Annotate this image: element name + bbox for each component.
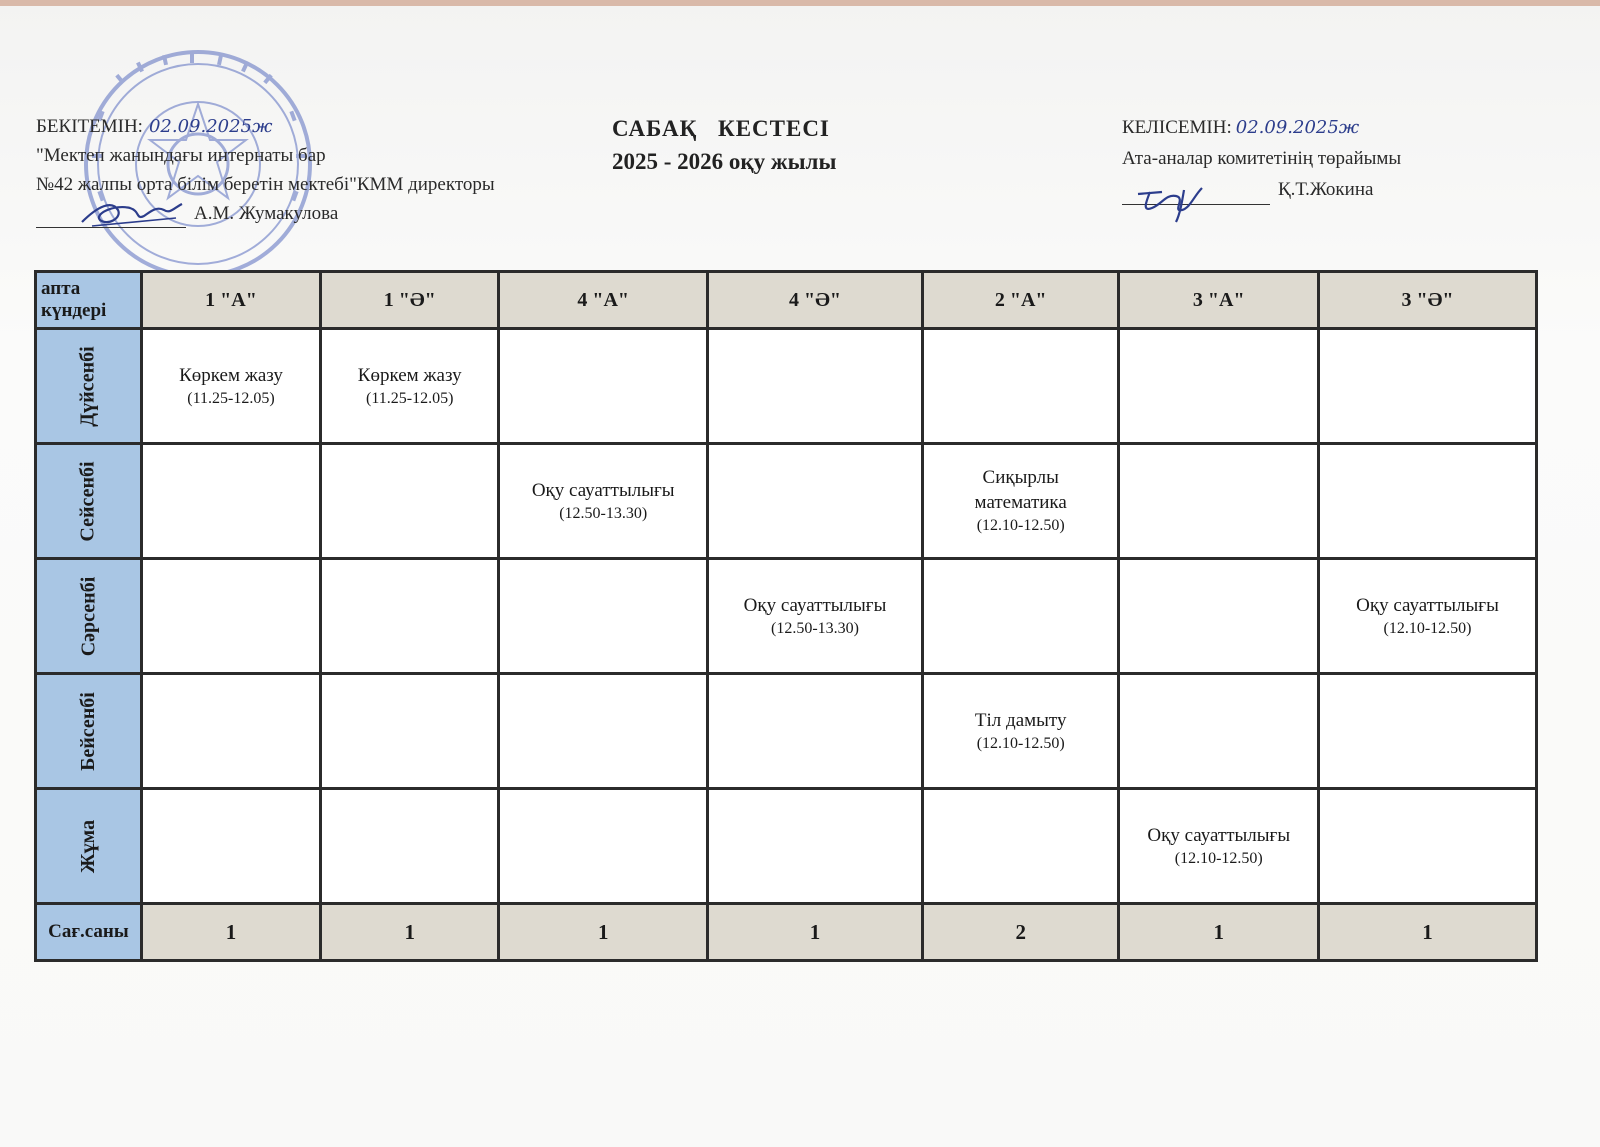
lesson-cell xyxy=(708,329,923,444)
lesson-cell xyxy=(141,559,320,674)
lesson-cell xyxy=(922,444,1119,559)
lesson-time: (12.50-13.30) xyxy=(559,504,648,522)
weekday-row xyxy=(36,789,1537,904)
lesson-time: (12.10-12.50) xyxy=(1174,849,1263,867)
lesson-cell xyxy=(1319,444,1537,559)
class-header: 4 "А" xyxy=(499,272,708,329)
weekday-cell xyxy=(36,789,142,904)
lesson-cell xyxy=(1319,559,1537,674)
hours-total-cell: 1 xyxy=(321,904,499,961)
lesson-cell xyxy=(321,674,499,789)
lesson-cell xyxy=(1119,674,1319,789)
weekday-label: Сәрсенбі xyxy=(76,576,99,656)
lesson-cell xyxy=(708,674,923,789)
approve-date: 02.09.2025ж xyxy=(148,116,273,137)
lesson-time: (11.25-12.05) xyxy=(187,389,275,407)
hours-total-cell: 2 xyxy=(922,904,1119,961)
weekday-row xyxy=(36,444,1537,559)
lesson-cell xyxy=(499,444,708,559)
lesson-cell xyxy=(321,559,499,674)
hours-total-cell: 1 xyxy=(1119,904,1319,961)
hours-total-cell: 1 xyxy=(708,904,923,961)
weekday-cell xyxy=(36,329,142,444)
lesson-cell xyxy=(708,559,923,674)
lesson-cell xyxy=(141,674,320,789)
paper-edge xyxy=(0,0,1600,6)
lesson-cell xyxy=(1119,559,1319,674)
lesson-cell xyxy=(141,329,320,444)
hours-total-row xyxy=(36,904,1537,961)
lesson xyxy=(1120,823,1317,870)
hours-total-cell: 1 xyxy=(499,904,708,961)
lesson-time: (12.50-13.30) xyxy=(771,619,859,637)
lesson-cell xyxy=(499,674,708,789)
lesson-subject: Тіл дамыту xyxy=(974,709,1067,731)
lesson-cell xyxy=(141,444,320,559)
class-header: 4 "Ә" xyxy=(708,272,923,329)
lesson-cell xyxy=(321,444,499,559)
approve-label: БЕКІТЕМІН: xyxy=(36,116,143,137)
director-signature-icon xyxy=(78,196,188,230)
lesson-cell xyxy=(1119,789,1319,904)
lesson-subject: Оқу сауаттылығы xyxy=(1356,594,1499,616)
lesson-cell xyxy=(1319,789,1537,904)
weekday-label: Дүйсенбі xyxy=(76,345,99,427)
lesson-cell xyxy=(922,789,1119,904)
lesson-subject: Оқу сауаттылығы xyxy=(1147,824,1291,846)
approve-line-2: №42 жалпы орта білім беретін мектебі"КММ директоры xyxy=(36,174,495,195)
committee-signature-icon xyxy=(1132,178,1212,224)
weekday-label: Жұма xyxy=(76,819,99,873)
lesson xyxy=(924,465,1118,537)
agree-date: 02.09.2025ж xyxy=(1235,117,1360,138)
weekday-label: Бейсенбі xyxy=(76,691,99,771)
lesson-cell xyxy=(708,444,923,559)
lesson-time: (12.10-12.50) xyxy=(976,517,1065,534)
weekday-corner-header: апта күндері xyxy=(36,272,142,329)
class-header: 1 "А" xyxy=(141,272,320,329)
lesson-cell xyxy=(499,789,708,904)
class-header: 3 "Ә" xyxy=(1319,272,1537,329)
weekday-cell xyxy=(36,559,142,674)
lesson-cell xyxy=(1119,329,1319,444)
weekday-cell xyxy=(36,444,142,559)
title-line-2: 2025 - 2026 оқу жылы xyxy=(612,149,837,174)
weekday-row xyxy=(36,559,1537,674)
lesson-cell xyxy=(321,329,499,444)
lesson-subject: Оқу сауаттылығы xyxy=(743,594,887,616)
header-row xyxy=(36,272,1537,329)
lesson-cell xyxy=(708,789,923,904)
hours-total-label: Сағ.саны xyxy=(36,904,142,961)
lesson-subject: Сиқырлы математика xyxy=(974,467,1067,513)
lesson-subject: Көркем жазу xyxy=(357,364,462,386)
weekday-cell xyxy=(36,674,142,789)
hours-total-cell: 1 xyxy=(141,904,320,961)
lesson-cell xyxy=(922,559,1119,674)
lesson-cell xyxy=(922,329,1119,444)
weekday-row xyxy=(36,329,1537,444)
hours-total-cell: 1 xyxy=(1319,904,1537,961)
lesson-subject: Оқу сауаттылығы xyxy=(531,479,675,501)
lesson xyxy=(1320,593,1535,640)
lesson-cell xyxy=(1319,674,1537,789)
lesson xyxy=(322,363,497,410)
agree-line-1: Ата-аналар комитетінің төрайымы xyxy=(1122,148,1402,169)
lesson-cell xyxy=(321,789,499,904)
committee-chair-name: Қ.Т.Жокина xyxy=(1278,179,1374,200)
lesson-cell xyxy=(141,789,320,904)
lesson-cell xyxy=(499,329,708,444)
title-line-1: САБАҚ КЕСТЕСІ xyxy=(612,116,830,141)
weekday-label: Сейсенбі xyxy=(76,460,99,542)
approve-line-1: "Мектеп жанындағы интернаты бар xyxy=(36,145,326,166)
lesson xyxy=(500,478,706,525)
class-header: 1 "Ә" xyxy=(321,272,499,329)
lesson-time: (11.25-12.05) xyxy=(366,389,454,407)
class-header: 2 "А" xyxy=(922,272,1119,329)
lesson xyxy=(143,363,319,410)
director-name: А.М. Жумакулова xyxy=(194,203,339,224)
lesson xyxy=(709,593,921,640)
lesson-time: (12.10-12.50) xyxy=(976,734,1065,752)
lesson xyxy=(924,708,1118,755)
lesson-cell xyxy=(1119,444,1319,559)
document-title xyxy=(612,112,836,178)
weekday-row xyxy=(36,674,1537,789)
lesson-subject: Көркем жазу xyxy=(179,364,283,386)
lesson-cell xyxy=(499,559,708,674)
lesson-cell xyxy=(922,674,1119,789)
class-header: 3 "А" xyxy=(1119,272,1319,329)
agree-label: КЕЛІСЕМІН: xyxy=(1122,117,1232,138)
schedule-table xyxy=(34,270,1538,962)
lesson-cell xyxy=(1319,329,1537,444)
lesson-time: (12.10-12.50) xyxy=(1383,619,1472,637)
